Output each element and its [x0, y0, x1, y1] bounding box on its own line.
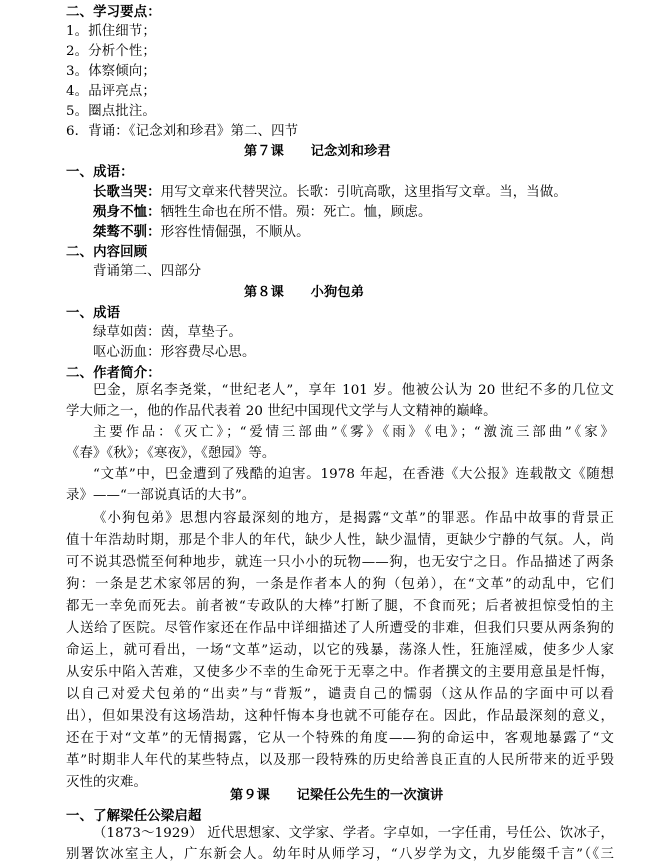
study-point-item: 5。圈点批注。: [66, 104, 156, 119]
paragraph-line: 人送给了医院。尽管作家还在作品中详细描述了人所遭受的非难，但我们只要从两条狗的: [66, 621, 614, 636]
paragraph-line: 以自己对爱犬包弟的“出卖”与“背叛”，谴责自己的懦弱（这从作品的字面中可以看: [66, 687, 614, 702]
study-point-item: 2。分析个性；: [66, 44, 156, 59]
paragraph-line: 录》——“一部说真话的大书”。: [66, 488, 256, 503]
idiom-term: 长歌当哭：: [93, 184, 161, 200]
idiom-entry: [93, 222, 310, 243]
idiom-entry: [93, 202, 432, 223]
study-points-heading: 二、学习要点：: [66, 4, 161, 20]
paragraph-line: 主要作品：《灭亡》；“爱情三部曲”《雾》《雨》《电》；“激流三部曲”《家》: [93, 425, 614, 440]
idiom-entry: 绿草如茵：茵，草垫子。: [93, 325, 242, 340]
idiom-definition: 形容性情倔强，不顺从。: [160, 225, 310, 240]
idiom-entry: [93, 182, 567, 203]
idiom-entry: 呕心沥血：形容费尽心思。: [93, 345, 256, 360]
author-intro-heading: 二、作者简介：: [66, 365, 161, 381]
paragraph-line: 别署饮冰室主人，广东新会人。幼年时从师学习，“八岁学为文，九岁能缀千言”（《三: [66, 847, 614, 862]
paragraph-line: 巴金，原名李尧棠，“世纪老人”，享年 101 岁。他被公认为 20 世纪不多的几位文: [93, 383, 614, 398]
study-point-item: 3。体察倾向；: [66, 64, 156, 79]
paragraph-line: 《春》《秋》；《寒夜》，《憩园》等。: [66, 446, 276, 461]
paragraph-line: 出），但如果没有这场浩劫，这种忏悔本身也就不可能存在。因此，作品最深刻的意义，: [66, 709, 614, 724]
idiom-term: 桀骜不驯：: [93, 224, 161, 240]
lesson-9-title: 第９课 记梁任公先生的一次演讲: [230, 788, 444, 803]
paragraph-line: 灭性的灾难。: [66, 775, 147, 790]
paragraph-line: “文革”中，巴金遭到了残酷的迫害。1978 年起，在香港《大公报》连载散文《随想: [93, 467, 614, 482]
paragraph-line: 革”时期非人年代的某些特点，以及那一段特殊的历史给善良正直的人民所带来的近乎毁: [66, 753, 614, 768]
idiom-definition: 牺牲生命也在所不惜。殒：死亡。恤，顾虑。: [160, 205, 432, 220]
paragraph-line: 从安乐中陷入苦难，又使多少不幸的生命死于无辜之中。作者撰文的主要用意虽是忏悔，: [66, 665, 614, 680]
paragraph-line: 命运上，就可看出，一场“文革”运动，以它的残暴，荡涤人性，狂施淫威，使多少人家: [66, 643, 614, 658]
lesson-7-review-text: 背诵第二、四部分: [93, 264, 202, 279]
study-point-item: 1。抓住细节；: [66, 24, 156, 39]
paragraph-line: 学大师之一，他的作品代表着 20 世纪中国现代文学与人文精神的巅峰。: [66, 404, 497, 419]
lesson-8-title: 第８课 小狗包弟: [244, 285, 365, 300]
paragraph-line: 狗：一条是艺术家邻居的狗，一条是作者本人的狗（包弟），在“文革”的动乱中，它们: [66, 577, 614, 592]
paragraph-line: 还在于对“文革”的无情揭露，它从一个特殊的角度——狗的命运中，客观地暴露了“文: [66, 731, 614, 746]
lesson-8-idioms-heading: 一、成语: [66, 305, 121, 321]
paragraph-line: （1873～1929） 近代思想家、文学家、学者。字卓如，一字任甫，号任公、饮冰子，: [93, 826, 614, 841]
study-point-item: 6．背诵：《记念刘和珍君》第二、四节: [66, 124, 299, 139]
lesson-7-idioms-heading: 一、成语：: [66, 164, 134, 180]
lesson-7-title: 第７课 记念刘和珍君: [244, 144, 391, 159]
paragraph-line: 值十年浩劫时期，那是个非人的年代，缺少人性，缺少温情，更缺少宁静的气氛。人，尚: [66, 533, 614, 548]
paragraph-line: 可不说其恐慌至何种地步，就连一只小小的玩物——狗，也无安宁之日。作品描述了两条: [66, 555, 614, 570]
lesson-7-review-heading: 二、内容回顾: [66, 244, 148, 260]
study-point-item: 4。品评亮点；: [66, 84, 156, 99]
idiom-term: 殒身不恤：: [93, 204, 161, 220]
lesson-9-heading: 一、了解梁任公梁启超: [66, 808, 202, 824]
paragraph-line: 《小狗包弟》思想内容最深刻的地方，是揭露“文革”的罪恶。作品中故事的背景正: [93, 511, 614, 526]
paragraph-line: 都无一幸免而死去。前者被“专政队的大棒”打断了腿，不食而死；后者被担惊受怕的主: [66, 599, 614, 614]
idiom-definition: 用写文章来代替哭泣。长歌：引吭高歌，这里指写文章。当，当做。: [160, 185, 567, 200]
